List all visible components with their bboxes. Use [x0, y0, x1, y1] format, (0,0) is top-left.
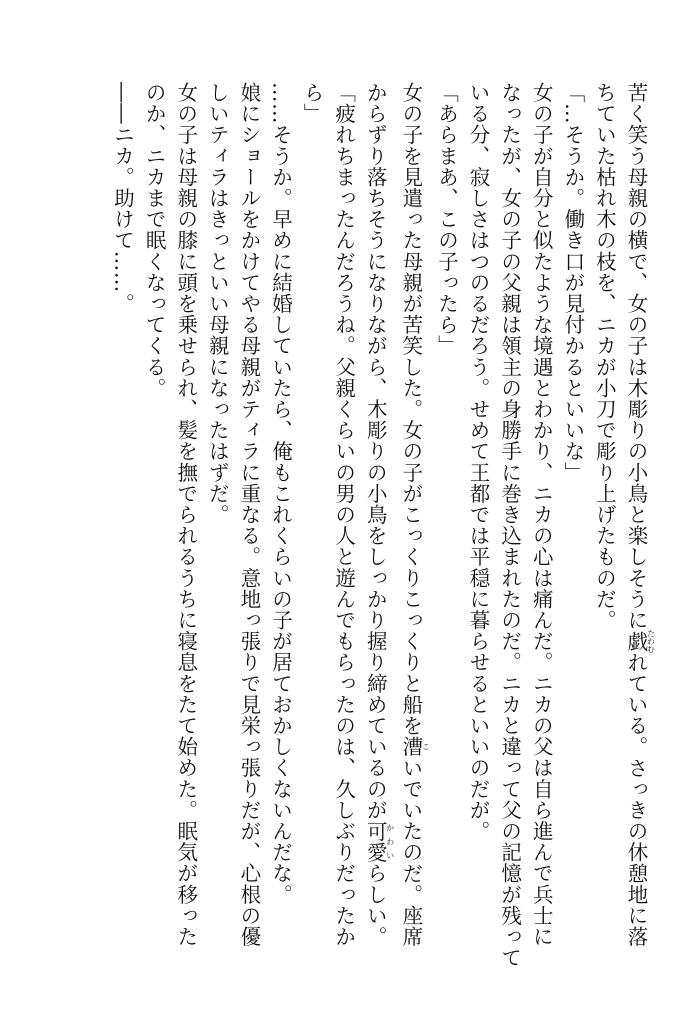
- text-line: いる分、寂しさはつのるだろう。せめて王都では平穏に暮らせるといいのだが。: [466, 82, 491, 842]
- text-line: ら」: [300, 82, 325, 125]
- text-line: 娘にショールをかけてやる母親がティラに重なる。意地っ張りで見栄っ張りだが、心根の優: [236, 82, 261, 948]
- text-line: のか、ニカまで眠くなってくる。: [142, 82, 167, 399]
- text-line: ……そうか。早めに結婚していたら、俺もこれくらいの子が居ておかしくないんだな。: [268, 82, 293, 905]
- text-line: 女の子を見遣った母親が苦笑した。女の子がこっくりこっくりと船を漕こいでいたのだ。座席: [398, 82, 431, 948]
- text-line: 「疲れちまったんだろうね。父親くらいの男の人と遊んでもらったのは、久しぶりだったか: [331, 82, 356, 948]
- text-line: ちていた枯れ木の枝を、ニカが小刀で彫り上げたものだ。: [592, 82, 617, 631]
- text-line: 「あらまあ、この子ったら」: [434, 82, 459, 357]
- text-line: 苦く笑う母親の横で、女の子は木彫りの小鳥と楽しそうに戯たわむれている。さっきの休憩地に落: [624, 82, 656, 948]
- text-line: からずり落ちそうになりながら、木彫りの小鳥をしっかり握り締めているのが可愛かわいらしい。: [363, 82, 395, 948]
- text-line: 女の子が自分と似たような境遇とわかり、ニカの心は痛んだ。ニカの父は自ら進んで兵士に: [529, 82, 554, 948]
- text-line: 「…そうか。働き口が見付かるといいな」: [560, 82, 585, 483]
- text-line: なったが、女の子の父親は領主の身勝手に巻き込まれたのだ。ニカと違って父の記憶が残って: [497, 82, 522, 969]
- text-line: ――ニカ。助けて……。: [110, 82, 135, 315]
- vertical-text-body: [106, 82, 656, 969]
- ruby-word: 戯たわむ: [624, 629, 656, 654]
- ruby-word: 可愛かわい: [363, 820, 395, 863]
- ruby-word: 漕こ: [398, 736, 431, 758]
- text-line: しいティラはきっといい母親になったはずだ。: [205, 82, 230, 526]
- text-line: 女の子は母親の膝に頭を乗せられ、髪を撫でられるうちに寝息をたて始めた。眠気が移った: [173, 82, 198, 948]
